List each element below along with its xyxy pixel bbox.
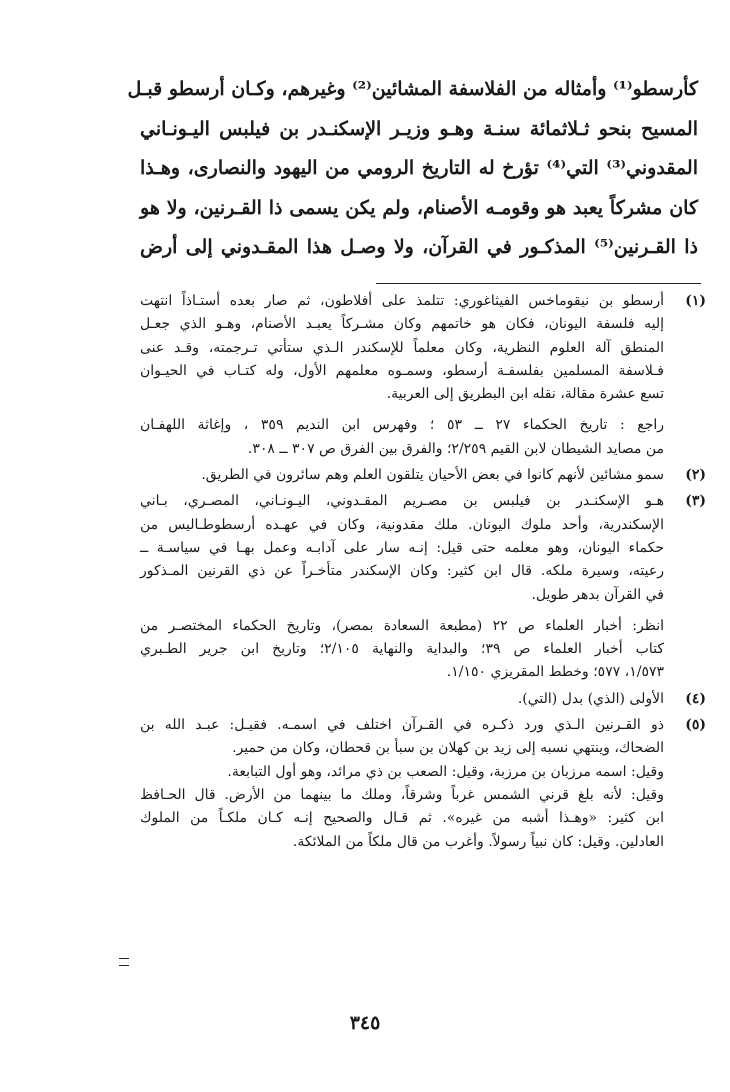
footnote-line: في القرآن بدهر طويل. bbox=[531, 586, 664, 603]
footnote-reference-line: ١/٥٧٣، ٥٧٧؛ وخطط المقريزي ١/١٥٠. bbox=[446, 664, 664, 681]
main-text-line: المسيح بنحو ثـلاثمائة سنـة وهـو وزيـر الإسكنـدر بن فيلبس اليـونـاني bbox=[140, 117, 698, 140]
footnote-line: هـو الإسكنـدر بن فيلبس بن مصـريم المقـدوني، اليـونـاني، المصـري، بـاني bbox=[140, 493, 664, 510]
footnote-line: حكماء اليونان، وهو معلمه حتى قيل: إنـه سار على آدابـه وعمل بهـا في سياسـة ــ bbox=[140, 539, 664, 556]
main-text-line: كأرسطو⁽¹⁾ وأمثاله من الفلاسفة المشائين⁽²⁾ وغيرهم، وكـان أرسطو قبـل bbox=[127, 78, 698, 100]
continuation-mark bbox=[119, 958, 129, 966]
footnote-4 bbox=[140, 688, 706, 711]
footnote-line: فـلاسفة المسلمين بفلسفـة أرسطو، وسمـوه معلمهم الأول، وله كتـاب في الحيـوان bbox=[140, 362, 664, 379]
footnote-reference-line: راجع : تاريخ الحكماء ٢٧ ــ ٥٣ ؛ وفهرس ابن النديم ٣٥٩ ، وإغاثة اللهفـان bbox=[140, 417, 665, 434]
footnote-5 bbox=[140, 714, 706, 854]
footnote-number: (١) bbox=[685, 293, 706, 309]
footnote-number: (٥) bbox=[685, 717, 706, 734]
footnote-line: العادلين. وقيل: كان نبياً رسولاً. وأغرب من قال ملكاً من الملائكة. bbox=[292, 833, 664, 850]
footnote-line: الإسكندرية، وأحد ملوك اليونان. ملك مقدونية، وكان في عهـده أرسطوطـاليس من bbox=[140, 516, 664, 533]
footnote-line: سمو مشائين لأنهم كانوا في بعض الأحيان يتلقون العلم وهم سائرون في الطريق. bbox=[201, 467, 664, 484]
footnote-separator bbox=[376, 283, 701, 284]
footnote-1 bbox=[140, 290, 706, 461]
footnote-line: وقيل: اسمه مرزبان بن مرزبة، وقيل: الصعب بن ذي مرائد، وهو أول التبابعة. bbox=[227, 763, 664, 780]
footnote-number: (٤) bbox=[685, 690, 706, 707]
page-number: ٣٤٥ bbox=[349, 1012, 381, 1034]
footnote-reference-line: انظر: أخبار العلماء ص ٢٢ (مطبعة السعادة بمصر)، وتاريخ الحكماء المختصـر من bbox=[140, 617, 664, 634]
footnote-line: تسع عشرة مقالة، نقله ابن البطريق إلى العربية. bbox=[386, 386, 664, 403]
footnote-line: وقيل: لأنه بلغ قرني الشمس غرباً وشرقاً، وملك ما بينهما من الأرض. قال الحـافظ bbox=[140, 786, 664, 803]
main-text-line: كان مشركاً يعبد هو وقومـه الأصنام، ولم يكن يسمى ذا القـرنين، ولا هو bbox=[140, 196, 698, 219]
footnote-line: إليه فلسفة اليونان، فكان هو خاتمهم وكان مشـركاً يعبـد الأصنام، وهـو الذي جعـل bbox=[140, 316, 664, 333]
main-text-line: ذا القـرنين⁽⁵⁾ المذكـور في القرآن، ولا وصـل هذا المقـدوني إلى أرض bbox=[140, 236, 698, 258]
footnote-line: أرسطو بن نيقوماخس الفيثاغوري: تتلمذ على أفلاطون، ثم صار بعده أستـاذاً انتهت bbox=[140, 293, 664, 309]
footnote-line: الضحاك، وينتهي نسبه إلى زيد بن كهلان بن سبأ بن قحطان، وكان من حمير. bbox=[232, 740, 664, 757]
footnote-3 bbox=[140, 490, 706, 684]
main-text bbox=[127, 70, 698, 268]
footnote-line: ابن كثير: «وهـذا أشبه من غيره». ثم قـال والصحيح إنـه كـان ملكـاً من الملوك bbox=[140, 810, 664, 827]
footnote-line: المنطق آلة العلوم النظرية، وكان معلماً للإسكندر الـذي ستأتي تـرجمته، وقـد عنى bbox=[140, 339, 664, 356]
footnote-reference-line: كتاب أخبار العلماء ص ٣٩؛ والبداية والنهاية ٢/١٠٥؛ وتاريخ ابن جرير الطـبري bbox=[140, 641, 665, 658]
footnote-line: ذو القـرنين الـذي ورد ذكـره في القـرآن اختلف في اسمـه. فقيـل: عبـد الله بن bbox=[140, 717, 664, 734]
main-text-line: المقدوني⁽³⁾ التي⁽⁴⁾ تؤرخ له التاريخ الرومي من اليهود والنصارى، وهـذا bbox=[140, 157, 698, 179]
footnote-reference-line: من مصايد الشيطان لابن القيم ٢/٢٥٩؛ والفرق بين الفرق ص ٣٠٧ ــ ٣٠٨. bbox=[247, 440, 664, 457]
footnotes bbox=[140, 290, 706, 857]
footnote-number: (٢) bbox=[685, 467, 706, 484]
footnote-2 bbox=[140, 464, 706, 487]
footnote-line: رعيته، وسيرة ملكه. قال ابن كثير: وكان الإسكندر متأخـراً عن ذي القرنين المـذكور bbox=[140, 563, 664, 580]
footnote-number: (٣) bbox=[685, 493, 706, 510]
footnote-line: الأولى (الذي) بدل (التي). bbox=[517, 690, 664, 707]
